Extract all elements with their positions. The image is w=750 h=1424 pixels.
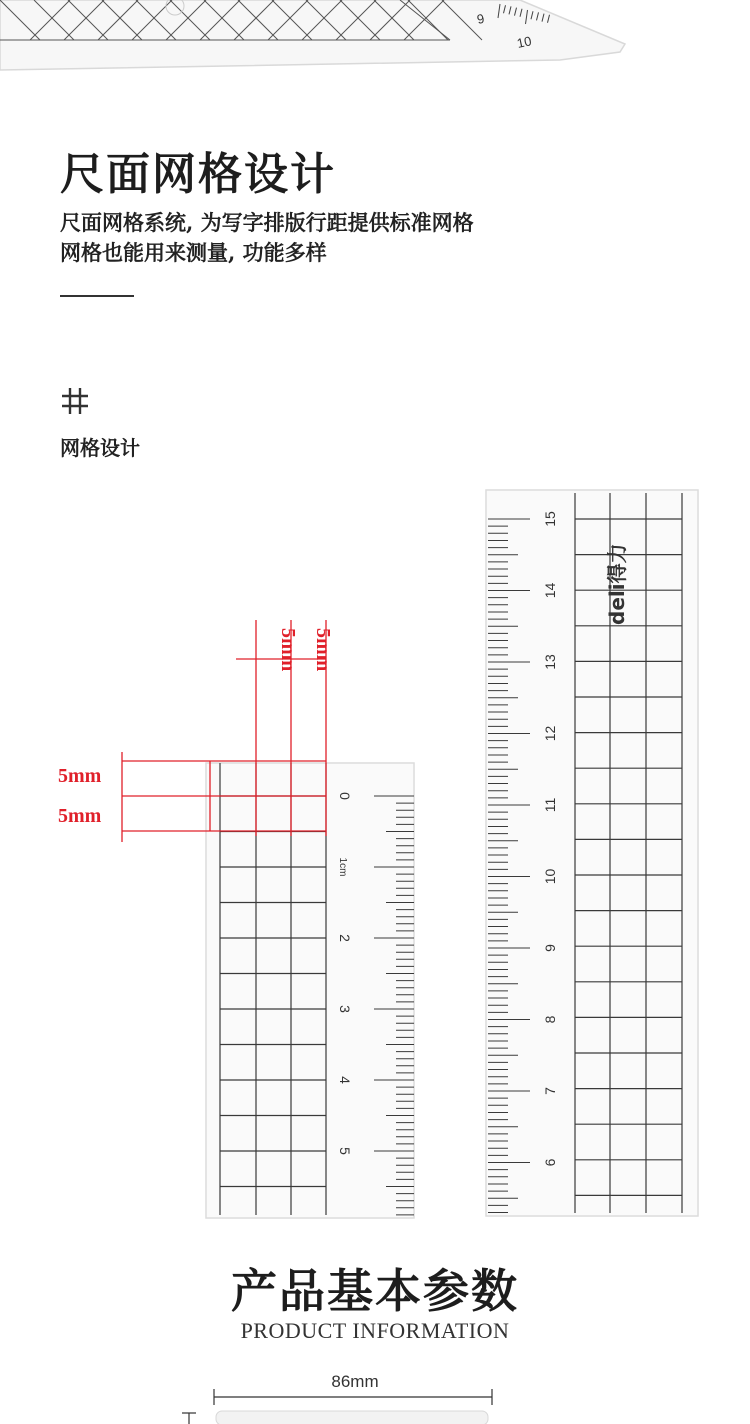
right-ruler-number: 11 — [542, 797, 558, 813]
annotation-horizontal-2: 5mm — [58, 805, 102, 827]
right-ruler-number: 9 — [542, 944, 558, 952]
right-ruler — [480, 485, 705, 1220]
description-line-1: 尺面网格系统, 为写字排版行距提供标准网格 — [60, 210, 474, 235]
right-ruler-number: 14 — [542, 582, 558, 599]
left-ruler-number: 1cm — [337, 857, 348, 877]
right-ruler-number: 10 — [542, 868, 558, 885]
right-ruler-number: 8 — [542, 1015, 558, 1024]
right-ruler-number: 12 — [542, 725, 558, 742]
annotation-vertical-1: 5mm — [277, 628, 299, 672]
right-ruler-number: 7 — [542, 1087, 558, 1095]
left-ruler-number: 4 — [337, 1076, 353, 1084]
right-ruler-number: 15 — [542, 511, 558, 527]
left-ruler-number: 3 — [337, 1005, 353, 1013]
top-triangle-ruler — [0, 0, 750, 80]
feature-description — [60, 208, 474, 268]
section-title: 产品基本参数 — [231, 1264, 519, 1318]
left-ruler-number: 2 — [337, 934, 353, 942]
left-ruler — [50, 560, 430, 1220]
width-dimension-label: 86mm — [331, 1372, 379, 1391]
left-ruler-number: 5 — [337, 1147, 353, 1155]
width-dimension — [170, 1385, 510, 1424]
grid-feature-label: 网格设计 — [60, 436, 140, 460]
grid-icon — [60, 386, 90, 421]
right-ruler-number: 13 — [542, 654, 558, 670]
top-tick-10: 10 — [515, 33, 533, 51]
left-ruler-number: 0 — [337, 792, 353, 800]
annotation-vertical-2: 5mm — [312, 628, 334, 672]
right-ruler-number: 6 — [542, 1158, 558, 1167]
description-line-2: 网格也能用来测量, 功能多样 — [60, 240, 327, 265]
brand-logo: deli得力 — [605, 543, 629, 625]
top-tick-9: 9 — [475, 10, 486, 27]
annotation-horizontal-1: 5mm — [58, 765, 102, 787]
section-subtitle: PRODUCT INFORMATION — [240, 1318, 510, 1343]
divider — [60, 295, 134, 297]
page-title: 尺面网格设计 — [60, 149, 336, 200]
